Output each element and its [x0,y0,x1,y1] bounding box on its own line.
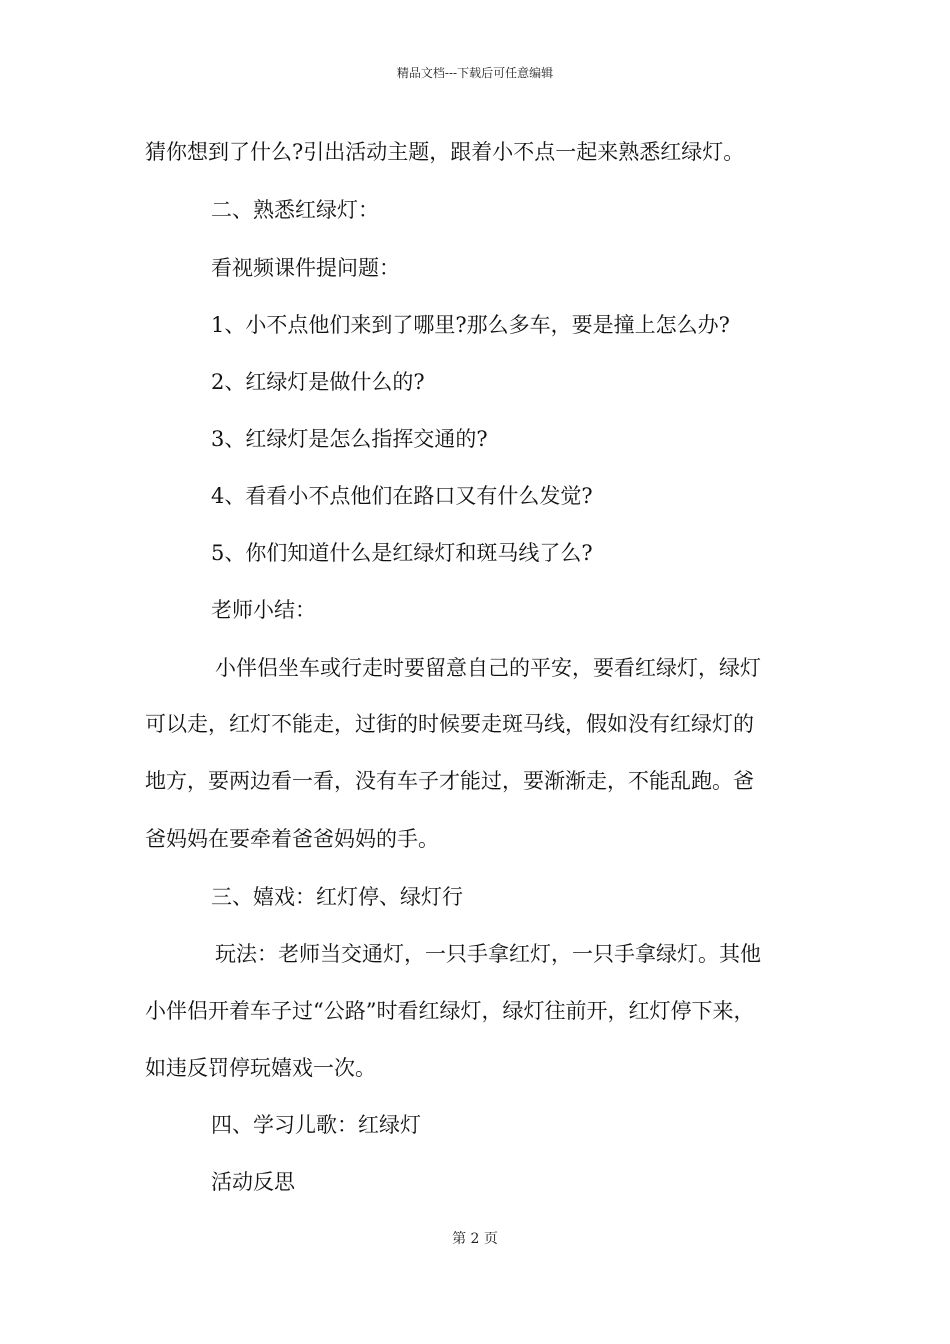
text-line: 小伴侣开着车子过“公路”时看红绿灯，绿灯往前开，红灯停下来， [145,999,755,1023]
text-line: 爸妈妈在要牵着爸爸妈妈的手。 [145,827,439,851]
text-line: 小伴侣坐车或行走时要留意自己的平安，要看红绿灯，绿灯 [215,656,761,680]
text-line: 地方，要两边看一看，没有车子才能过，要渐渐走，不能乱跑。爸 [145,769,754,793]
section-heading: 四、学习儿歌：红绿灯 [211,1113,421,1137]
section-heading: 三、嬉戏：红灯停、绿灯行 [211,885,463,909]
question-item: 2、红绿灯是做什么的? [211,370,425,394]
text-line: 玩法：老师当交通灯，一只手拿红灯，一只手拿绿灯。其他 [215,942,761,966]
text-line: 如违反罚停玩嬉戏一次。 [145,1056,376,1080]
text-line: 活动反思 [211,1170,295,1194]
question-item: 5、你们知道什么是红绿灯和斑马线了么? [211,541,593,565]
question-item: 4、看看小不点他们在路口又有什么发觉? [211,484,593,508]
section-heading: 二、熟悉红绿灯： [211,198,379,222]
text-line: 看视频课件提问题： [211,256,400,280]
question-item: 1、小不点他们来到了哪里?那么多车，要是撞上怎么办? [211,313,730,337]
text-line: 老师小结： [211,598,316,622]
question-item: 3、红绿灯是怎么指挥交通的? [211,427,488,451]
text-line: 猜你想到了什么?引出活动主题，跟着小不点一起来熟悉红绿灯。 [145,140,745,164]
page-number: 第 2 页 [452,1231,498,1247]
page-header: 精品文档---下载后可任意编辑 [396,66,554,80]
text-line: 可以走，红灯不能走，过街的时候要走斑马线，假如没有红绿灯的 [145,712,754,736]
